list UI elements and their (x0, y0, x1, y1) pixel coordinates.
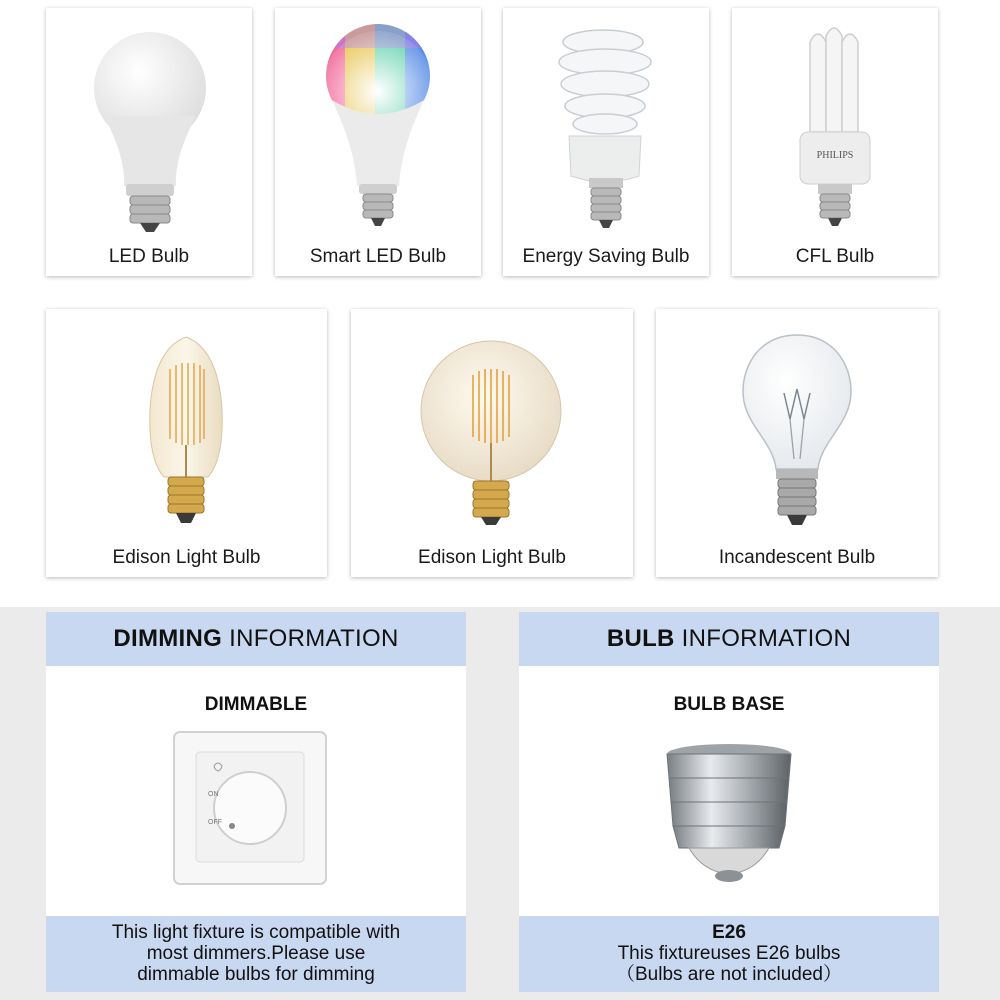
bulb-label: Incandescent Bulb (718, 547, 876, 568)
dimming-footer-line: most dimmers.Please use (146, 943, 366, 964)
dimmer-switch-icon (170, 728, 330, 888)
bulb-label: Edison Light Bulb (418, 547, 566, 568)
led-bulb-icon (46, 8, 252, 238)
dimming-information-panel (46, 612, 466, 992)
bulb-base-type: E26 (712, 922, 746, 943)
bulb-card-led (46, 8, 252, 276)
bulb-card-incandescent (656, 309, 938, 577)
smart-led-bulb-icon (275, 8, 481, 238)
bulb-label: Edison Light Bulb (112, 547, 261, 568)
bulb-card-energy-saving (503, 8, 709, 276)
edison-globe-bulb-icon (351, 309, 633, 539)
edison-st64-bulb-icon (46, 309, 327, 539)
bulb-information-panel (519, 612, 939, 992)
dimming-title-bold: DIMMING (113, 625, 223, 652)
bulb-label: Smart LED Bulb (309, 246, 447, 267)
dimming-panel-title (46, 612, 466, 666)
bulb-card-smart-led (275, 8, 481, 276)
bulb-title-rest: INFORMATION (674, 625, 852, 652)
bulb-label: LED Bulb (108, 246, 190, 267)
bulb-footer-line: （Bulbs are not included） (615, 964, 842, 985)
bulb-title-bold: BULB (606, 625, 675, 652)
spiral-bulb-icon (503, 8, 709, 238)
dimming-footer-line: dimmable bulbs for dimming (137, 964, 375, 985)
bulb-panel-title (519, 612, 939, 666)
bulb-label: CFL Bulb (795, 246, 875, 267)
dimmable-heading: DIMMABLE (204, 694, 308, 715)
bulb-label: Energy Saving Bulb (522, 246, 690, 267)
bulb-base-heading: BULB BASE (673, 694, 785, 715)
dimmer-off-text: OFF (208, 819, 222, 826)
dimming-footer-line: This light fixture is compatible with (111, 922, 401, 943)
dimming-panel-footer (46, 916, 466, 992)
bulb-card-edison-st64 (46, 309, 327, 577)
e26-bulb-base-icon (659, 740, 799, 890)
dimming-title-rest: INFORMATION (222, 625, 399, 652)
cfl-bulb-icon (732, 8, 938, 238)
philips-brand-text: PHILIPS (816, 150, 854, 161)
incandescent-bulb-icon (656, 309, 938, 539)
bulb-card-edison-globe (351, 309, 633, 577)
bulb-panel-footer (519, 916, 939, 992)
bulb-footer-line: This fixtureuses E26 bulbs (617, 943, 841, 964)
bulb-card-cfl (732, 8, 938, 276)
dimmer-on-text: ON (208, 791, 219, 798)
